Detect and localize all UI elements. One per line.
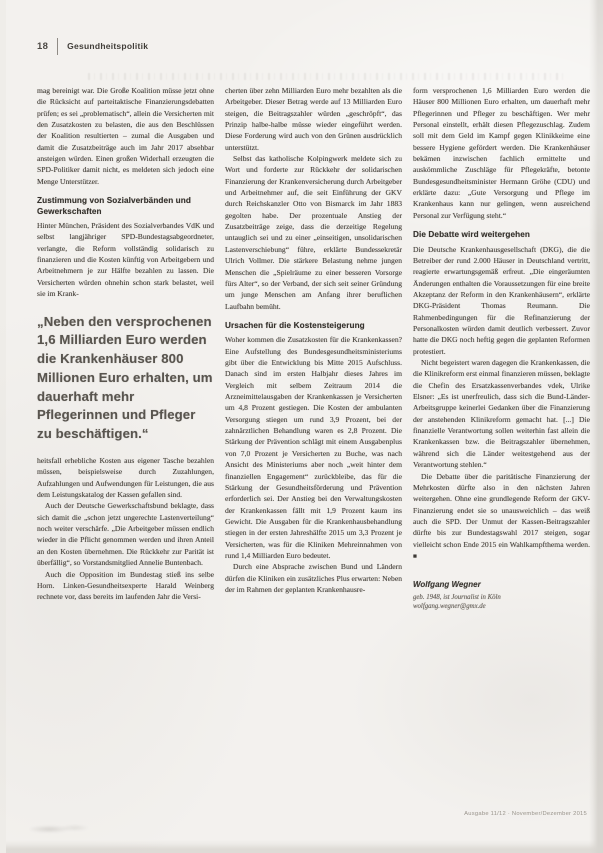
- scan-artifact: [88, 73, 566, 80]
- paragraph: Woher kommen die Zusatzkosten für die Krankenkassen? Eine Aufstellung des Bundesgesundheitsministeriums gibt über die Entwicklung bis Mitte 2015 Aufschluss. Danach sind im ersten Halbjahr dieses Jahres im Vergleich mit selbem Zeitraum 2014 die Arzneimittelausgaben der Krankenkassen je Versicherten um 4,8 Prozent gestiegen. Die Kosten der ambulanten Versorgung stiegen um rund 3,9 Prozent, bei der zahnärztlichen Behandlung waren es 2,8 Prozent. Die Stärkung der Prävention schlägt mit einem Ausgabenplus von 7,0 Prozent je Versicherten zu Buche, was nach Ansicht des Ministeriums aber noch „weit hinter dem finanziellen Engagement“ zurückbleibe, das für die Stärkung der Gesundheitsförderung und Prävention erforderlich sei. Der Anstieg bei den Verwaltungskosten der Krankenkassen fällt mit 1,9 Prozent kaum ins Gewicht. Die Ausgaben für die Krankenhausbehandlung stiegen in der ersten Jahreshälfte 2015 um 3,3 Prozent je Versicherten, was für die Kliniken Mehreinnahmen von rund 1,4 Milliarden Euro bedeutet.: [225, 335, 402, 560]
- column-2: [225, 85, 402, 612]
- paragraph-continued: mag bereinigt war. Die Große Koalition müsse jetzt ohne die Rücksicht auf parteitaktische Finanzierungsdebatten prüfen; es sei „problematisch“, allein die Versicherten mit den Zusatzkosten zu belasten, die aus den Beschlüssen der Koalition resultierten – zumal die Ausgaben und damit die Zusatzbeiträge auch im Jahr 2017 absehbar ansteigen würden. Einen großen Widerhall erzeugten die SPD-Politiker damit nicht, es meldeten sich jedoch eine Menge Unterstützer.: [37, 86, 214, 186]
- paragraph-continued: form versprochenen 1,6 Milliarden Euro werden die Häuser 800 Millionen Euro erhalten, um dauerhaft mehr Pflegerinnen und Pfleger zu beschäftigen. Wer mehr Personal einstellt, erhält diesen Pflegezuschlag. Zudem soll mit dem Geld im Kampf gegen Klinikkeime eine bessere Hygiene gefördert werden. Die Krankenhäuser bekämen inzwischen fachlich ermittelte und auskömmliche Zuschläge für Pflegekräfte, betonte Bundesgesundheitsminister Hermann Gröhe (CDU) und erklärte dazu: „Gute Versorgung und Pflege im Krankenhaus kann nur gelingen, wenn ausreichend Personal zur Verfügung steht.“: [413, 86, 590, 220]
- paragraph-text: Die Debatte über die paritätische Finanzierung der Mehrkosten dürfte also in den nächsten Jahren weitergehen. Ohne eine grundlegende Reform der GKV-Finanzierung endet sie so unausweichlich – das weiß auch die SPD. Der Unmut der Kassen-Beitragszahler dürfte bis zur Bundestagswahl 2017 steigen, sogar vielleicht schon Ende 2015 ein Wahlkampfthema werden.: [413, 471, 590, 549]
- paragraph-continued: cherten über zehn Milliarden Euro mehr bezahlten als die Arbeitgeber. Dieser Betrag werde auf 13 Milliarden Euro steigen, die Beitragszahler würden „geschröpft“, das Prinzip halbe-halbe müsse wieder eingeführt werden. Diese Forderung wird auch von den Grünen ausdrücklich unterstützt.: [225, 86, 402, 152]
- paragraph: Auch der Deutsche Gewerkschaftsbund beklagte, dass sich damit die „schon jetzt ungerechte Lastenverteilung“ noch weiter verschärfe. „Die Arbeitgeber müssen endlich wieder in die Pflicht genommen werden und ihren Anteil an den Kosten übernehmen. Die Rückkehr zur Parität ist überfällig“, so Vorstandsmitglied Annelie Buntenbach.: [37, 501, 214, 568]
- subheading-debatte: Die Debatte wird weitergehen: [413, 230, 530, 240]
- author-block: [413, 579, 590, 611]
- subheading-zustimmung: Zustimmung von Sozialverbänden und Gewerkschaften: [37, 196, 191, 216]
- pencil-smudge: [30, 822, 94, 835]
- paragraph-last: [413, 471, 590, 563]
- author-email: wolfgang.wegner@gmx.de: [413, 603, 486, 611]
- page-number: 18: [37, 40, 49, 52]
- article-body: [37, 85, 590, 612]
- paragraph: Hinter München, Präsident des Sozialverbandes VdK und selbst langjähriger SPD-Bundestagsabgeordneter, verlangte, die Reform vollständig solidarisch zu finanzieren und die Kosten künftig von Arbeitgebern und Arbeitnehmern je zur Hälfte bezahlen zu lassen. Die Versicherten würden ohnehin schon stark belastet, weil sie im Krank-: [37, 221, 214, 299]
- header-divider: [57, 38, 58, 55]
- article-end-marker: ■: [413, 552, 418, 560]
- column-3: [413, 85, 590, 612]
- paragraph: Selbst das katholische Kolpingwerk meldete sich zu Wort und forderte zur Rückkehr der solidarischen Finanzierung der Krankenversicherung durch Arbeitgeber und Arbeitnehmer auf, die seit Einführung der GKV durch Reichskanzler Otto von Bismarck im Jahr 1883 gegolten habe. Der prozentuale Anstieg der Zusatzbeiträge zeige, dass die derzeitige Regelung untauglich sei und zu einer „einseitigen, unsolidarischen Lastenverschiebung“ führe, erklärte Bundessekretär Ulrich Vollmer. Die stärkere Belastung nehme jungen Menschen die „Spielräume zu einer besseren Vorsorge fürs Alter“, so der Verband, der sich seit seiner Gründung um junge Menschen am Anfang ihrer beruflichen Laufbahn bemüht.: [225, 154, 402, 311]
- paragraph-continued: heitsfall erhebliche Kosten aus eigener Tasche bezahlen müssen, beispielsweise durch Zuzahlungen, Aufzahlungen und Aufwendungen für Leistungen, die aus dem Leistungskatalog der Kassen gefallen sind.: [37, 456, 214, 500]
- section-title: Gesundheitspolitik: [67, 41, 149, 51]
- footer-issue-line: Ausgabe 11/12 · November/Dezember 2015: [464, 811, 587, 817]
- pull-quote: „Neben den versprochenen 1,6 Milliarden Euro werden die Krankenhäuser 800 Millionen Euro erhalten, um dauerhaft mehr Pflegerinnen und Pfleger zu beschäftigen.“: [37, 313, 213, 442]
- column-1: [37, 85, 214, 612]
- paragraph: Die Deutsche Krankenhausgesellschaft (DKG), die die Betreiber der rund 2.000 Häuser in Deutschland vertritt, reagierte erwartungsgemäß erfreut. „Die eingeräumten Änderungen enthalten die Voraussetzungen für eine breite Akzeptanz der Reform in den Krankenhäusern“, erklärte DKG-Präsident Thomas Reumann. Die Rahmenbedingungen für die Refinanzierung der Personalkosten würden damit deutlich verbessert. Zuvor hatte die DKG noch heftig gegen die geplanten Reformen protestiert.: [413, 244, 590, 356]
- page-header: [37, 36, 148, 56]
- paragraph: Durch eine Absprache zwischen Bund und Ländern dürfen die Kliniken ein zusätzliches Plus erwarten: Neben der im Rahmen der geplanten Krankenhausre-: [225, 562, 402, 594]
- author-name: Wolfgang Wegner: [413, 580, 481, 590]
- subheading-ursachen: Ursachen für die Kostensteigerung: [225, 320, 365, 330]
- paragraph: Auch die Opposition im Bundestag stieß ins selbe Horn. Linken-Gesundheitsexperte Harald Weinberg rechnete vor, dass bereits im laufenden Jahr die Versi-: [37, 569, 214, 602]
- author-bio-line: geb. 1948, ist Journalist in Köln: [413, 593, 501, 601]
- paragraph: Nicht begeistert waren dagegen die Krankenkassen, die die Klinikreform erst einmal finanzieren müssen, beklagte die Chefin des Ersatzkassenverbandes vdek, Ulrike Elsner: „Es ist unerfreulich, dass sich die Bund-Länder-Arbeitsgruppe keinerlei Gedanken über die Finanzierung der anstehenden Klinikreform gemacht hat. [...] Die finanzielle Verantwortung sollen weiterhin fast allein die Krankenkassen bzw. die Beitragszahler übernehmen, während sich die Länder weitestgehend aus der Verantwortung stehlen.“: [413, 358, 590, 470]
